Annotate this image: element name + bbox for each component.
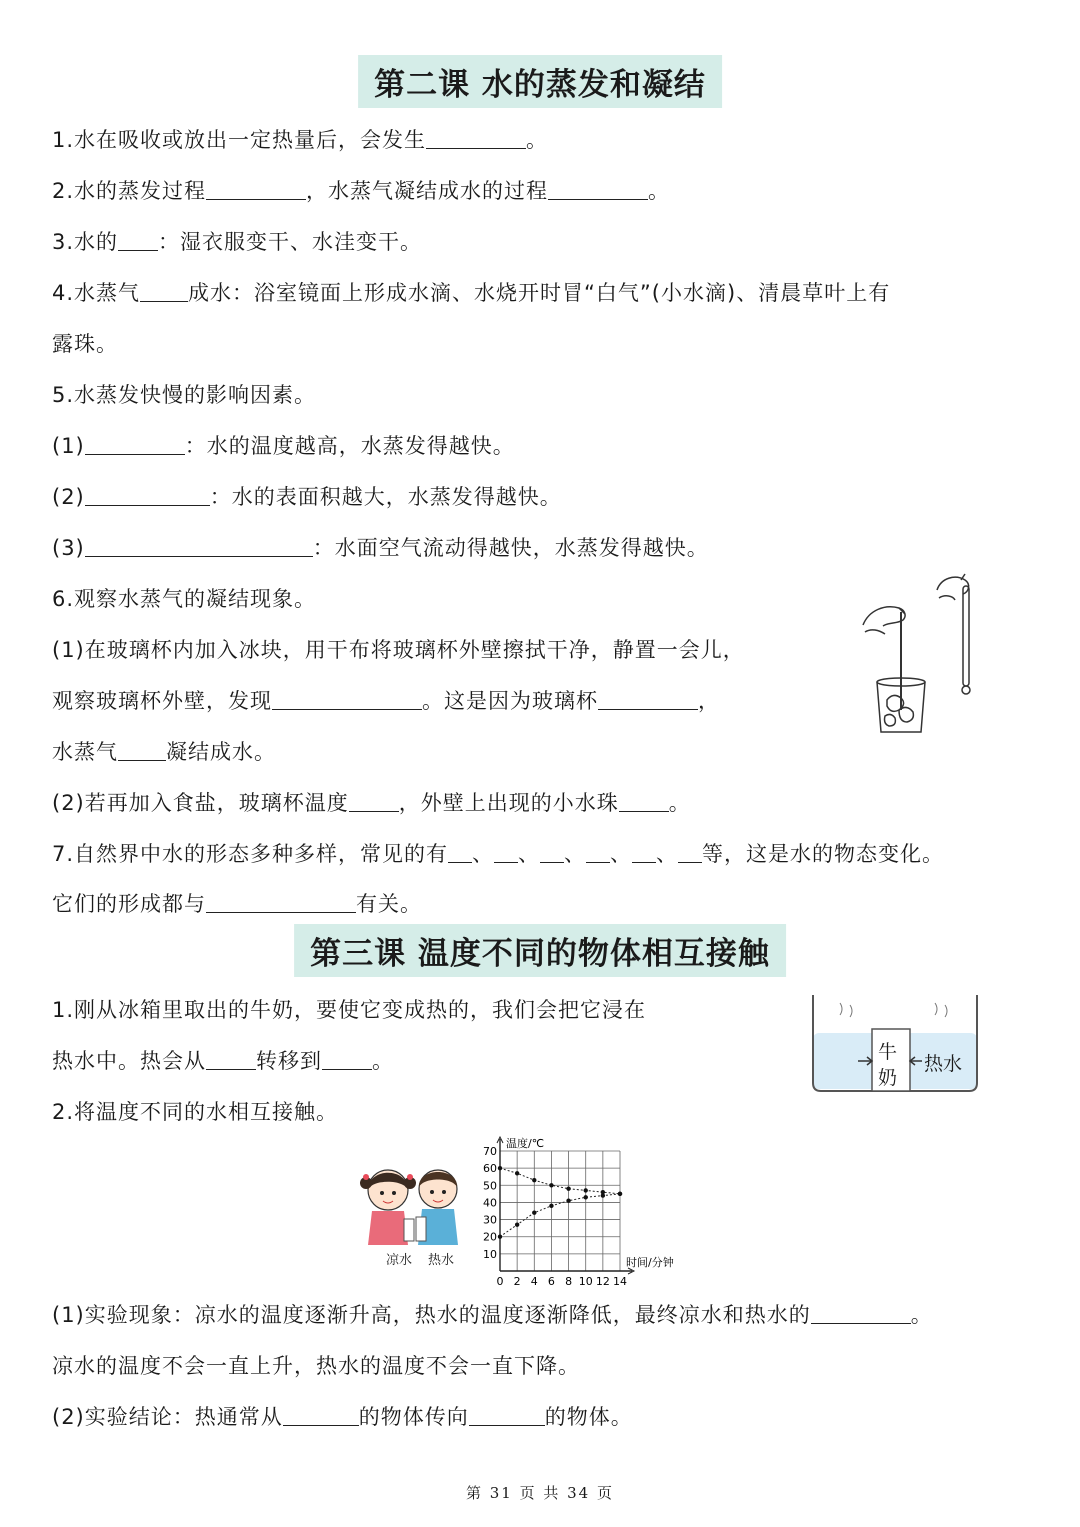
chart-data-point <box>532 1211 536 1215</box>
ice-glass-illustration <box>855 570 985 740</box>
answer-blank[interactable] <box>283 1403 359 1426</box>
question-4-cont: 露珠。 <box>52 332 118 356</box>
answer-blank[interactable] <box>494 840 518 863</box>
chart-x-tick-label: 4 <box>530 1275 538 1288</box>
chart-y-tick-label: 50 <box>483 1179 497 1193</box>
answer-blank[interactable] <box>619 789 669 812</box>
lesson3-question-1-cont: 热水中。热会从 转移到 。 <box>52 1049 394 1073</box>
chart-x-tick-label: 8 <box>565 1275 573 1288</box>
answer-blank[interactable] <box>140 279 188 302</box>
chart-x-tick-label: 6 <box>547 1275 555 1288</box>
chart-data-point <box>601 1193 605 1197</box>
page-footer: 第 31 页 共 34 页 <box>465 1484 614 1502</box>
answer-blank[interactable] <box>811 1301 911 1324</box>
question-5-item-3: (3) ：水面空气流动得越快，水蒸发得越快。 <box>52 536 709 560</box>
chart-data-point <box>584 1188 588 1192</box>
question-6-title: 6.观察水蒸气的凝结现象。 <box>52 587 317 611</box>
question-5-title: 5.水蒸发快慢的影响因素。 <box>52 383 317 407</box>
milk-label-1: 牛 <box>878 1041 898 1063</box>
answer-blank[interactable] <box>678 840 702 863</box>
chart-x-tick-label: 14 <box>613 1275 627 1288</box>
chart-data-point <box>515 1171 519 1175</box>
experiment-phenomenon-cont: 凉水的温度不会一直上升，热水的温度不会一直下降。 <box>52 1354 580 1378</box>
answer-blank[interactable] <box>272 687 422 710</box>
question-7: 7.自然界中水的形态多种多样，常见的有 、 、 、 、 、 等，这是水的物态变化。 <box>52 842 945 866</box>
question-6-item-1: (1)在玻璃杯内加入冰块，用干布将玻璃杯外壁擦拭干净，静置一会儿， <box>52 638 745 662</box>
answer-blank[interactable] <box>426 126 526 149</box>
question-6-item-1-cont: 观察玻璃杯外壁，发现 。这是因为玻璃杯 ， <box>52 689 720 713</box>
question-6-item-2: (2)若再加入食盐，玻璃杯温度 ，外壁上出现的小水珠 。 <box>52 791 691 815</box>
hot-water-label: 热水 <box>924 1053 963 1075</box>
answer-blank[interactable] <box>206 1047 256 1070</box>
question-6-item-1-end: 水蒸气 凝结成水。 <box>52 740 276 764</box>
chart-ticks <box>483 1145 627 1288</box>
chart-x-tick-label: 12 <box>595 1275 610 1288</box>
answer-blank[interactable] <box>206 890 356 913</box>
chart-data-point <box>566 1187 570 1191</box>
chart-y-tick-label: 40 <box>483 1196 497 1210</box>
answer-blank[interactable] <box>586 840 610 863</box>
chart-y-axis-label: 温度/℃ <box>506 1137 545 1150</box>
chart-y-tick-label: 30 <box>483 1213 497 1227</box>
chart-axes <box>497 1137 634 1274</box>
chart-x-tick-label: 2 <box>513 1275 521 1288</box>
chart-series-line <box>500 1194 620 1237</box>
chart-data-point <box>498 1166 502 1170</box>
experiment-conclusion: (2)实验结论：热通常从 的物体传向 的物体。 <box>52 1405 633 1429</box>
chart-data-point <box>549 1204 553 1208</box>
chart-data-point <box>498 1235 502 1239</box>
answer-blank[interactable] <box>548 177 648 200</box>
chart-data-point <box>549 1183 553 1187</box>
answer-blank[interactable] <box>118 738 166 761</box>
hot-water-label-2: 热水 <box>428 1253 455 1268</box>
answer-blank[interactable] <box>322 1047 372 1070</box>
answer-blank[interactable] <box>540 840 564 863</box>
chart-y-tick-label: 60 <box>483 1162 497 1176</box>
chart-x-tick-label: 10 <box>578 1275 593 1288</box>
answer-blank[interactable] <box>632 840 656 863</box>
answer-blank[interactable] <box>469 1403 545 1426</box>
answer-blank[interactable] <box>206 177 306 200</box>
answer-blank[interactable] <box>349 789 399 812</box>
question-5-item-2: (2) ：水的表面积越大，水蒸发得越快。 <box>52 485 562 509</box>
lesson3-title: 第三课 温度不同的物体相互接触 <box>294 924 786 977</box>
question-7-cont: 它们的形成都与 有关。 <box>52 892 422 916</box>
answer-blank[interactable] <box>598 687 698 710</box>
answer-blank[interactable] <box>85 432 185 455</box>
experiment-phenomenon: (1)实验现象：凉水的温度逐渐升高，热水的温度逐渐降低，最终凉水和热水的 。 <box>52 1303 933 1327</box>
cold-water-label: 凉水 <box>386 1253 413 1268</box>
chart-data-point <box>618 1192 622 1196</box>
chart-x-tick-label: 0 <box>496 1275 504 1288</box>
answer-blank[interactable] <box>85 534 313 557</box>
lesson3-question-1: 1.刚从冰箱里取出的牛奶，要使它变成热的，我们会把它浸在 <box>52 998 647 1022</box>
milk-in-hot-water-figure <box>810 993 980 1093</box>
question-4: 4.水蒸气 成水：浴室镜面上形成水滴、水烧开时冒“白气”(小水滴)、清晨草叶上有 <box>52 281 891 305</box>
chart-grid <box>500 1151 620 1271</box>
lesson2-title: 第二课 水的蒸发和凝结 <box>358 55 722 108</box>
question-3: 3.水的 ：湿衣服变干、水洼变干。 <box>52 230 423 254</box>
lesson3-question-2: 2.将温度不同的水相互接触。 <box>52 1100 339 1124</box>
temperature-chart <box>470 1133 700 1293</box>
question-1: 1.水在吸收或放出一定热量后，会发生 。 <box>52 128 549 152</box>
chart-data-point <box>584 1195 588 1199</box>
answer-blank[interactable] <box>118 228 158 251</box>
chart-y-tick-label: 10 <box>483 1247 497 1261</box>
answer-blank[interactable] <box>448 840 472 863</box>
chart-y-tick-label: 70 <box>483 1145 497 1158</box>
kids-icon <box>358 1155 468 1250</box>
chart-y-tick-label: 20 <box>483 1230 497 1244</box>
milk-label-2: 奶 <box>878 1067 898 1089</box>
chart-data-point <box>515 1223 519 1227</box>
question-2: 2.水的蒸发过程 ，水蒸气凝结成水的过程 。 <box>52 179 671 203</box>
chart-x-axis-label: 时间/分钟 <box>626 1256 674 1269</box>
chart-data-point <box>532 1178 536 1182</box>
question-5-item-1: (1) ：水的温度越高，水蒸发得越快。 <box>52 434 515 458</box>
chart-data-point <box>566 1199 570 1203</box>
kids-experiment-illustration <box>358 1155 468 1270</box>
answer-blank[interactable] <box>85 483 210 506</box>
